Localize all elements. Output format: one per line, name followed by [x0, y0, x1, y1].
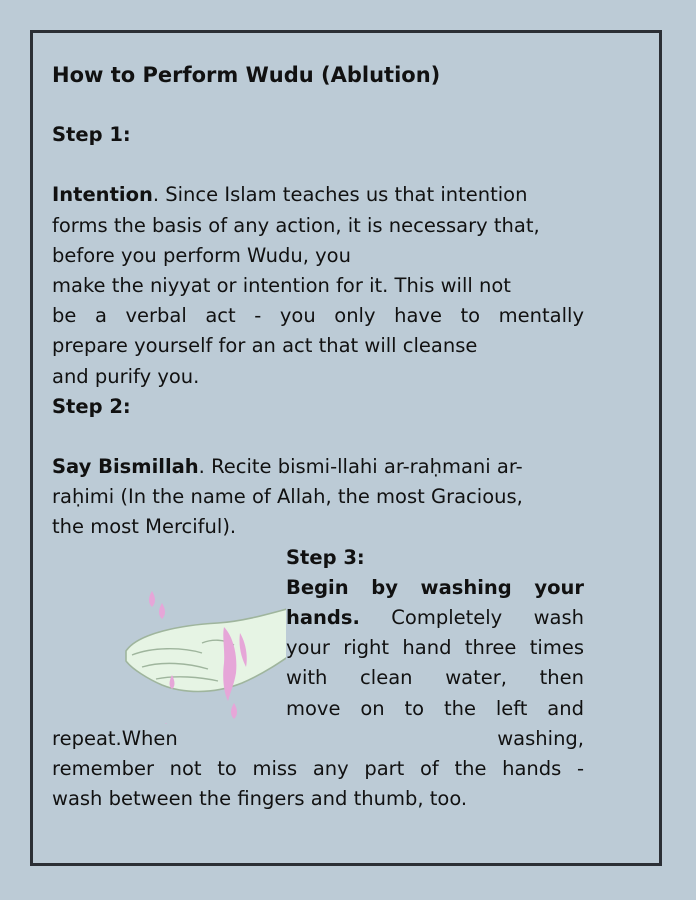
step-3-line-7: wash between the fingers and thumb, too.	[52, 787, 468, 811]
step-3-lead: hands.	[286, 606, 360, 630]
step-3-heading: Step 3:	[286, 545, 365, 569]
step-3-line-5: repeat.When washing,	[52, 726, 584, 750]
step-2-line-2: raḥimi (In the name of Allah, the most Gracious,	[52, 485, 523, 509]
step-1-line-5: be a verbal act - you only have to mentally	[52, 304, 584, 328]
step-3-line-3: with clean water, then	[286, 666, 584, 690]
step-3-line-1: hands. Completely wash	[286, 606, 584, 630]
step-3-section	[52, 543, 584, 815]
step-1-line-3: before you perform Wudu, you	[52, 243, 351, 267]
step-3-line-2: your right hand three times	[286, 636, 584, 660]
step-2-lead: Say Bismillah	[52, 455, 199, 479]
step-1-lead: Intention	[52, 183, 153, 207]
step-1-line-7: and purify you.	[52, 364, 200, 388]
step-1-line-4: make the niyyat or intention for it. This will not	[52, 274, 511, 298]
step-1-line-6: prepare yourself for an act that will cleanse	[52, 334, 478, 358]
step-3-line-6: remember not to miss any part of the hands -	[52, 757, 584, 781]
step-2-line-1: Say Bismillah. Recite bismi-llahi ar-raḥmani ar-	[52, 455, 523, 479]
step-3-lead-line-1: Begin by washing your	[286, 575, 584, 599]
washing-hands-illustration	[52, 543, 286, 724]
step-2-line-3: the most Merciful).	[52, 515, 237, 539]
step-1-line-2: forms the basis of any action, it is necessary that,	[52, 213, 540, 237]
step-1-heading: Step 1:	[52, 123, 131, 147]
step-1-line-1: Intention. Since Islam teaches us that intention	[52, 183, 528, 207]
step-3-line-4: move on to the left and	[286, 696, 584, 720]
step-2-heading: Step 2:	[52, 394, 131, 418]
wudu-article	[52, 60, 584, 814]
page-title: How to Perform Wudu (Ablution)	[52, 63, 441, 87]
